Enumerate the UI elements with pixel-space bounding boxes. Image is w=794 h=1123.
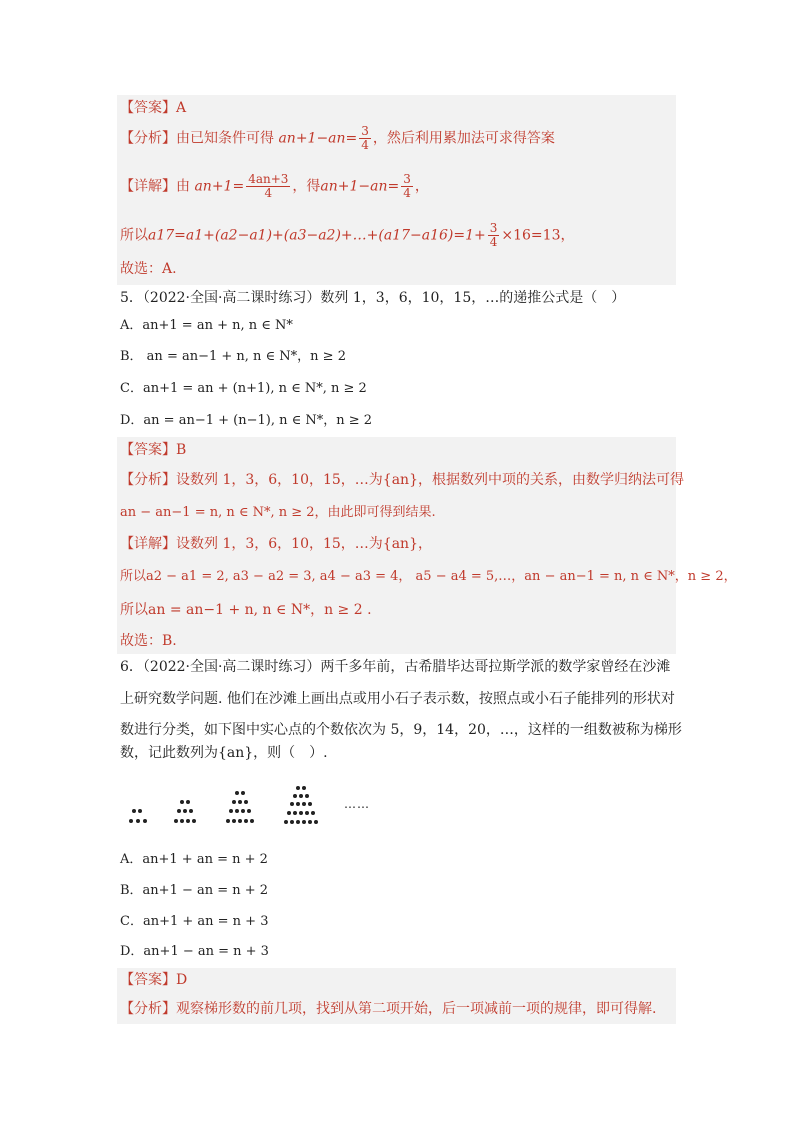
q6-stem-line2: 上研究数学问题. 他们在沙滩上画出点或用小石子表示数，按照点或小石子能排列的形状对 (120, 691, 675, 707)
q6-option-b: B．an+1 − an = n + 2 (120, 883, 269, 898)
q5-answer: 【答案】B (120, 442, 187, 458)
q6-answer: 【答案】D (120, 972, 188, 988)
q6-option-d: D．an+1 − an = n + 3 (120, 944, 269, 959)
q4-answer (120, 99, 186, 117)
q5-option-c: C．an+1 = an + (n+1), n ∈ N*, n ≥ 2 (120, 381, 367, 396)
fraction-three-quarters: $\frac{3}{4}$ (361, 124, 369, 152)
q6-stem-line1: 6．（2022·全国·高二课时练习）两千多年前，古希腊毕达哥拉斯学派的数学家曾经在沙滩 (120, 659, 671, 675)
q6-analysis: 【分析】观察梯形数的前几项，找到从第二项开始，后一项减前一项的规律，即可得解. (120, 1001, 657, 1017)
fraction-recurrence: $\frac{4an+3}{4}$ (248, 172, 289, 200)
q4-detail: 【详解】由 an+1= $\frac{4an+3}{4}$ ，得an+1−an= $\frac{3}{4}$ ， (120, 172, 429, 200)
q5-conclusion: 故选：B. (120, 633, 177, 649)
answer-value: A (176, 100, 187, 116)
q6-option-c: C．an+1 + an = n + 3 (120, 914, 269, 929)
analysis-expression: an+1−an= (278, 130, 358, 147)
q6-option-a: A．an+1 + an = n + 2 (120, 852, 268, 867)
q5-detail-line2: 所以a2 − a1 = 2, a3 − a2 = 3, a4 − a3 = 4， a5 − a4 = 5,…，an − an−1 = n, n ∈ N*，n ≥ 2， (120, 569, 737, 584)
detail-label: 【详解】 (120, 178, 176, 195)
q5-option-d: D．an = an−1 + (n−1), n ∈ N*，n ≥ 2 (120, 413, 373, 428)
q5-option-a: A．an+1 = an + n, n ∈ N* (120, 318, 293, 333)
answer-label: 【答案】 (120, 100, 176, 116)
q5-stem: 5．（2022·全国·高二课时练习）数列 1，3，6，10，15，…的递推公式是（ ） (120, 290, 626, 306)
analysis-label: 【分析】 (120, 130, 176, 147)
q4-sum: 所以a17=a1+(a2−a1)+(a3−a2)+…+(a17−a16)=1+ $\frac{3}{4}$ ×16=13， (120, 221, 575, 249)
q5-analysis-line1: 【分析】设数列 1，3，6，10，15，…为{an}，根据数列中项的关系，由数学归纳法可得 (120, 472, 684, 488)
trapezoid-dots-figure (125, 786, 335, 828)
q4-conclusion: 故选：A. (120, 261, 177, 277)
q4-analysis: 【分析】由已知条件可得 an+1−an= $\frac{3}{4}$ ，然后利用累加法可求得答案 (120, 124, 555, 152)
q5-option-b: B． an = an−1 + n, n ∈ N*，n ≥ 2 (120, 349, 346, 364)
dots-ellipsis: …… (344, 797, 370, 811)
q5-detail-line3: 所以an = an−1 + n, n ∈ N*，n ≥ 2 . (120, 602, 372, 618)
q6-stem-line3: 数进行分类，如下图中实心点的个数依次为 5，9，14，20，…，这样的一组数被称为梯形 (120, 722, 682, 738)
q6-stem-line4: 数，记此数列为{an}，则（ ）. (120, 745, 328, 761)
q5-detail-line1: 【详解】设数列 1，3，6，10，15，…为{an}， (120, 536, 432, 552)
q5-analysis-line2: an − an−1 = n, n ∈ N*, n ≥ 2，由此即可得到结果. (120, 505, 436, 520)
